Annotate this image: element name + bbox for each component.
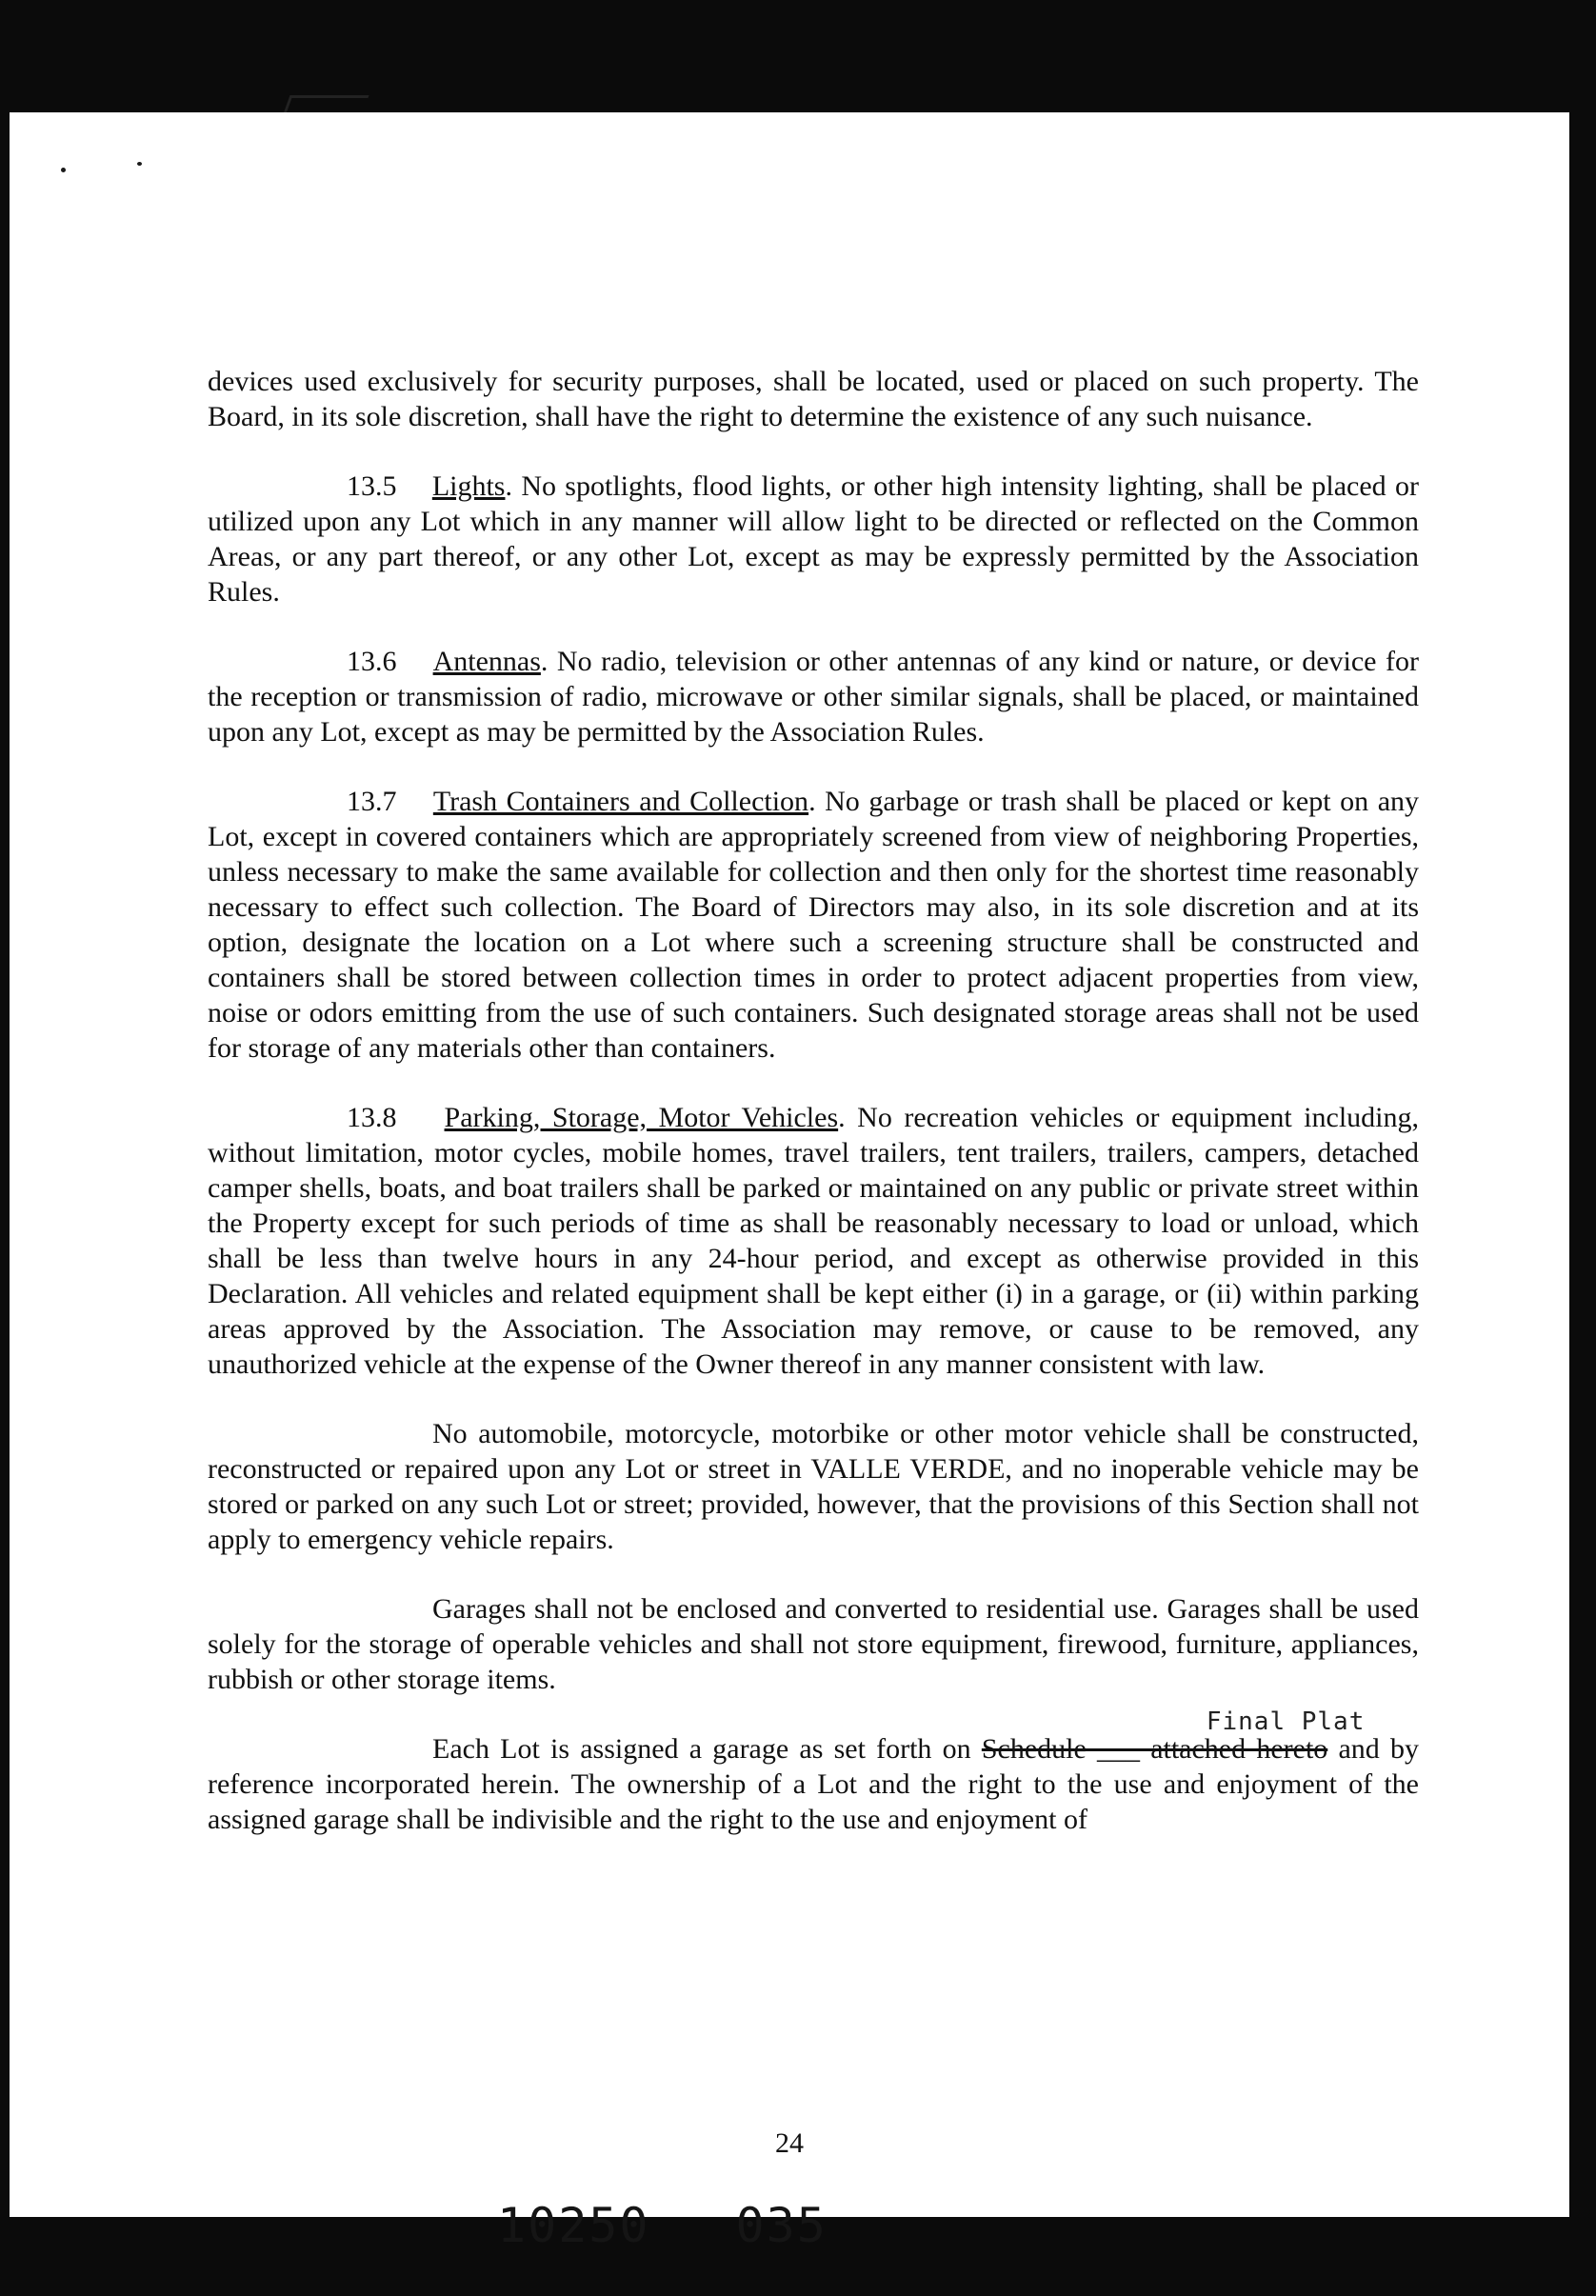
paragraph-garage-assignment — [208, 1707, 1419, 1837]
text-run: Each Lot is assigned a garage as set forth on — [432, 1733, 982, 1765]
section-body: . No garbage or trash shall be placed or kept on any Lot, except in covered containers which are appropriately screened from view of neighboring Properties, unless necessary to make the same available for collection and then only for the shortest time reasonably necessary to effect such collection. The Board of Directors may also, in its sole discretion and at its option, designate the location on a Lot where such a screening structure shall be constructed and containers shall be stored between collection times in order to protect adjacent properties from view, noise or odors emitting from the use of such containers. Such designated storage areas shall not be used for storage of any materials other than containers. — [208, 786, 1420, 1064]
inserted-text: Final Plat — [1206, 1707, 1366, 1736]
section-body: . No recreation vehicles or equipment including, without limitation, motor cycles, mobile homes, travel trailers, tent trailers, trailers, campers, detached camper shells, boats, and boat trailers shall be parked or maintained on any public or private street within the Property except for such periods of time as shall be reasonably necessary to load or unload, which shall be less than twelve hours in any 24-hour period, and except as otherwise provided in this Declaration. All vehicles and related equipment shall be kept either (i) in a garage, or (ii) within parking areas approved by the Association. The Association may remove, or cause to be removed, any unauthorized vehicle at the expense of the Owner thereof in any manner consistent with law. — [208, 1102, 1420, 1380]
struck-text: Schedule ___ attached hereto — [981, 1733, 1328, 1765]
section-number: 13.6 — [347, 646, 397, 677]
stamp-book-number: 10250 — [497, 2198, 650, 2253]
section-13-7 — [208, 784, 1419, 1066]
section-13-6 — [208, 644, 1419, 749]
section-body: . No spotlights, flood lights, or other high intensity lighting, shall be placed or utilized upon any Lot which in any manner will allow light to be directed or reflected on the Common Areas, or any part thereof, or any other Lot, except as may be expressly permitted by the Association Rules. — [208, 470, 1419, 608]
text-run: and by reference incorporated herein. The ownership of a Lot and the right to the use and enjoyment of the assigned garage shall be indivisible and the right to the use and enjoyment of — [208, 1733, 1419, 1835]
paragraph-garage-use: Garages shall not be enclosed and converted to residential use. Garages shall be used solely for the storage of operable vehicles and shall not store equipment, firewood, furniture, appliances, rubbish or other storage items. — [208, 1593, 1419, 1695]
section-title: Parking, Storage, Motor Vehicles — [444, 1102, 839, 1133]
section-title: Trash Containers and Collection — [432, 786, 809, 817]
recording-stamp — [497, 2198, 828, 2253]
section-title: Lights — [431, 470, 506, 502]
scan-speck — [137, 162, 142, 166]
section-title: Antennas — [432, 646, 541, 677]
handwritten-correction — [981, 1707, 1366, 1765]
paragraph-motor-vehicle-repairs: No automobile, motorcycle, motorbike or other motor vehicle shall be constructed, reconstructed or repaired upon any Lot or street in VALLE VERDE, and no inoperable vehicle may be stored or parked on any such Lot or street; provided, however, that the provisions of this Section shall not apply to emergency vehicle repairs. — [208, 1418, 1419, 1555]
section-number: 13.5 — [347, 470, 397, 502]
paragraph-nuisance-continued: devices used exclusively for security purposes, shall be located, used or placed on such property. The Board, in its sole discretion, shall have the right to determine the existence of any such nuisance. — [208, 366, 1419, 432]
section-number: 13.7 — [347, 786, 397, 817]
section-13-8 — [208, 1100, 1419, 1382]
section-body: . No radio, television or other antennas of any kind or nature, or device for the reception or transmission of radio, microwave or other similar signals, shall be placed, or maintained upon any Lot, except as may be permitted by the Association Rules. — [208, 646, 1419, 748]
section-13-5 — [208, 469, 1419, 609]
document-page — [10, 112, 1569, 2253]
page-number: 24 — [775, 2127, 804, 2159]
document-body — [208, 364, 1419, 1837]
scan-speck — [61, 168, 66, 172]
section-number: 13.8 — [347, 1102, 397, 1133]
stamp-page-number: 035 — [735, 2198, 828, 2253]
